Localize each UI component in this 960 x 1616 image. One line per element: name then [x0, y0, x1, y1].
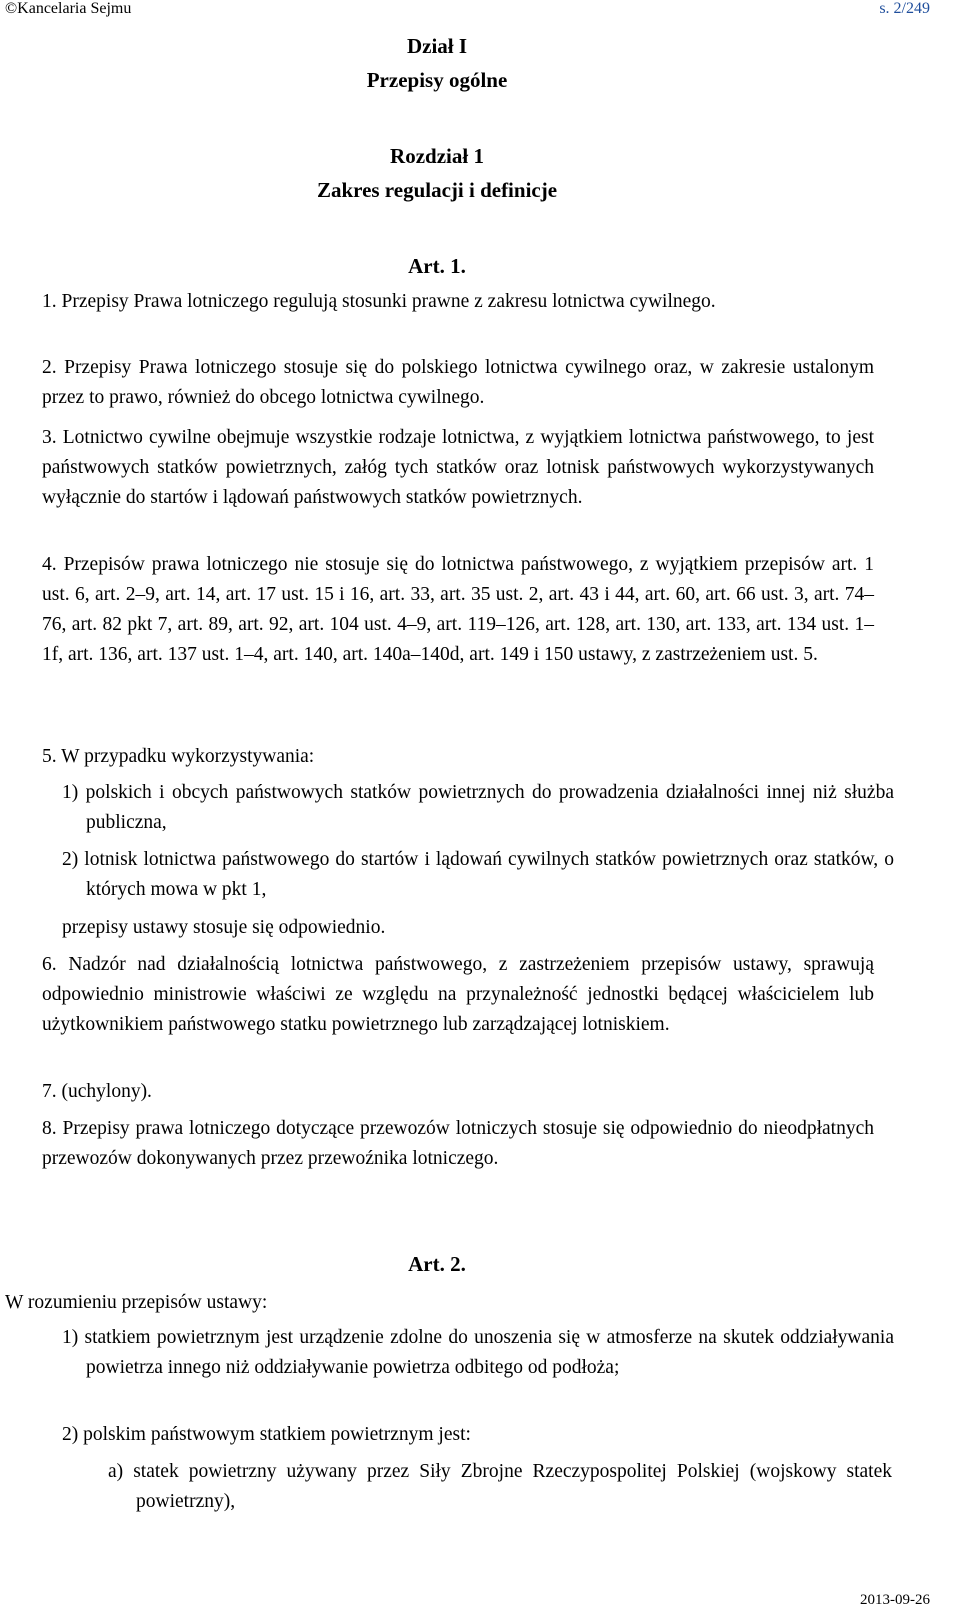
header-page-number[interactable]: s. 2/249 [879, 0, 930, 17]
art1-para-6: 6. Nadzór nad działalnością lotnictwa państwowego, z zastrzeżeniem przepisów ustawy, sprawują odpowiednio ministrowie właściwi ze względu na przynależność jednostki będącej właścicielem lub użytkownikiem państwowego statku powietrznego lub zarządzającej lotniskiem. [42, 954, 874, 1035]
art1-para-5-item-2: 2) lotnisk lotnictwa państwowego do startów i lądowań cywilnych statków powietrznych oraz statków, o których mowa w pkt 1, [62, 849, 894, 900]
art2-item-1: 1) statkiem powietrznym jest urządzenie zdolne do unoszenia się w atmosferze na skutek oddziaływania powietrza innego niż oddziaływanie powietrza odbitego od podłoża; [62, 1327, 894, 1378]
art1-para-3: 3. Lotnictwo cywilne obejmuje wszystkie rodzaje lotnictwa, z wyjątkiem lotnictwa państwowego, to jest państwowych statków powietrznych, załóg tych statków oraz lotnisk państwowych wykorzystywanych wyłącznie do startów i lądowań państwowych statków powietrznych. [42, 427, 874, 508]
art1-para-2: 2. Przepisy Prawa lotniczego stosuje się do polskiego lotnictwa cywilnego oraz, w zakresie ustalonym przez to prawo, również do obcego lotnictwa cywilnego. [42, 357, 874, 408]
art2-item-2: 2) polskim państwowym statkiem powietrznym jest: [62, 1424, 471, 1445]
rozdzial-title: Zakres regulacji i definicje [316, 178, 558, 202]
dzial-title: Przepisy ogólne [366, 68, 508, 92]
art1-para-5-intro: 5. W przypadku wykorzystywania: [42, 746, 315, 767]
header-source: ©Kancelaria Sejmu [5, 0, 132, 17]
art1-para-8: 8. Przepisy prawa lotniczego dotyczące przewozów lotniczych stosuje się odpowiednio do nieodpłatnych przewozów dokonywanych przez przewoźnika lotniczego. [42, 1118, 874, 1169]
art1-para-5-item-1: 1) polskich i obcych państwowych statków powietrznych do prowadzenia działalności innej niż służba publiczna, [62, 782, 894, 833]
art2-item-2a: a) statek powietrzny używany przez Siły Zbrojne Rzeczypospolitej Polskiej (wojskowy statek powietrzny), [108, 1461, 892, 1512]
rozdzial-heading: Rozdział 1 [390, 144, 484, 168]
art1-para-1: 1. Przepisy Prawa lotniczego regulują stosunki prawne z zakresu lotnictwa cywilnego. [42, 291, 716, 312]
dzial-heading: Dział I [406, 34, 468, 58]
art2-intro: W rozumieniu przepisów ustawy: [5, 1292, 268, 1313]
art1-para-4: 4. Przepisów prawa lotniczego nie stosuje się do lotnictwa państwowego, z wyjątkiem przepisów art. 1 ust. 6, art. 2–9, art. 14, art. 17 ust. 15 i 16, art. 33, art. 35 ust. 2, art. 43 i 44, art. 60, art. 66 ust. 3, art. 74–76, art. 82 pkt 7, art. 89, art. 92, art. 104 ust. 4–9, art. 119–126, art. 128, art. 130, art. 133, art. 134 ust. 1–1f, art. 136, art. 137 ust. 1–4, art. 140, art. 140a–140d, art. 149 i 150 ustawy, z zastrzeżeniem ust. 5. [42, 554, 874, 665]
footer-date: 2013-09-26 [860, 1592, 930, 1608]
art1-title: Art. 1. [408, 254, 466, 278]
art2-title: Art. 2. [408, 1252, 466, 1276]
art1-para-5-closing: przepisy ustawy stosuje się odpowiednio. [62, 917, 386, 938]
art1-para-7: 7. (uchylony). [42, 1081, 152, 1102]
